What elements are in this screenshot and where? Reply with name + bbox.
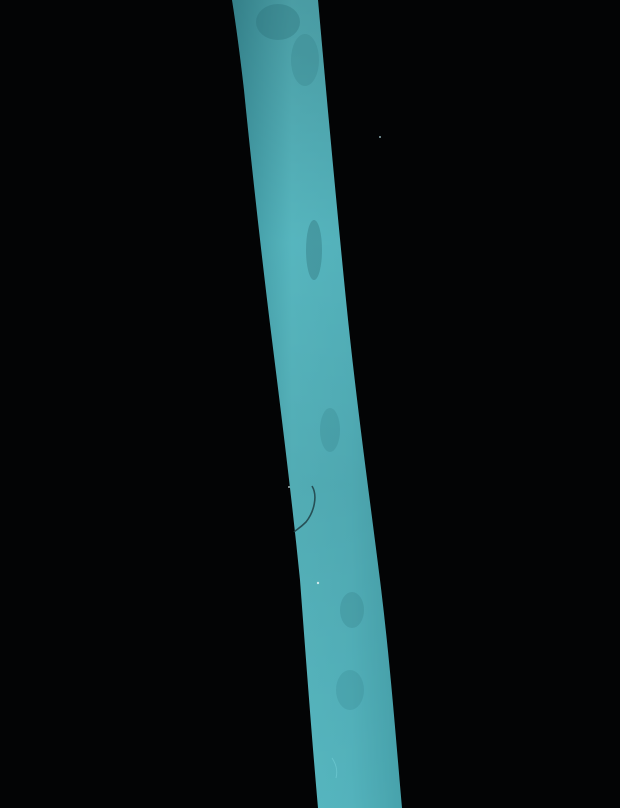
fiber-smudge	[306, 220, 322, 280]
fiber-smudge	[340, 592, 364, 628]
fiber-speck	[288, 486, 290, 488]
fiber-speck	[379, 136, 381, 138]
fiber-smudge	[256, 4, 300, 40]
fiber-speck	[317, 582, 319, 584]
fiber-smudge	[336, 670, 364, 710]
fiber-smudge	[320, 408, 340, 452]
fiber-smudge	[291, 34, 319, 86]
